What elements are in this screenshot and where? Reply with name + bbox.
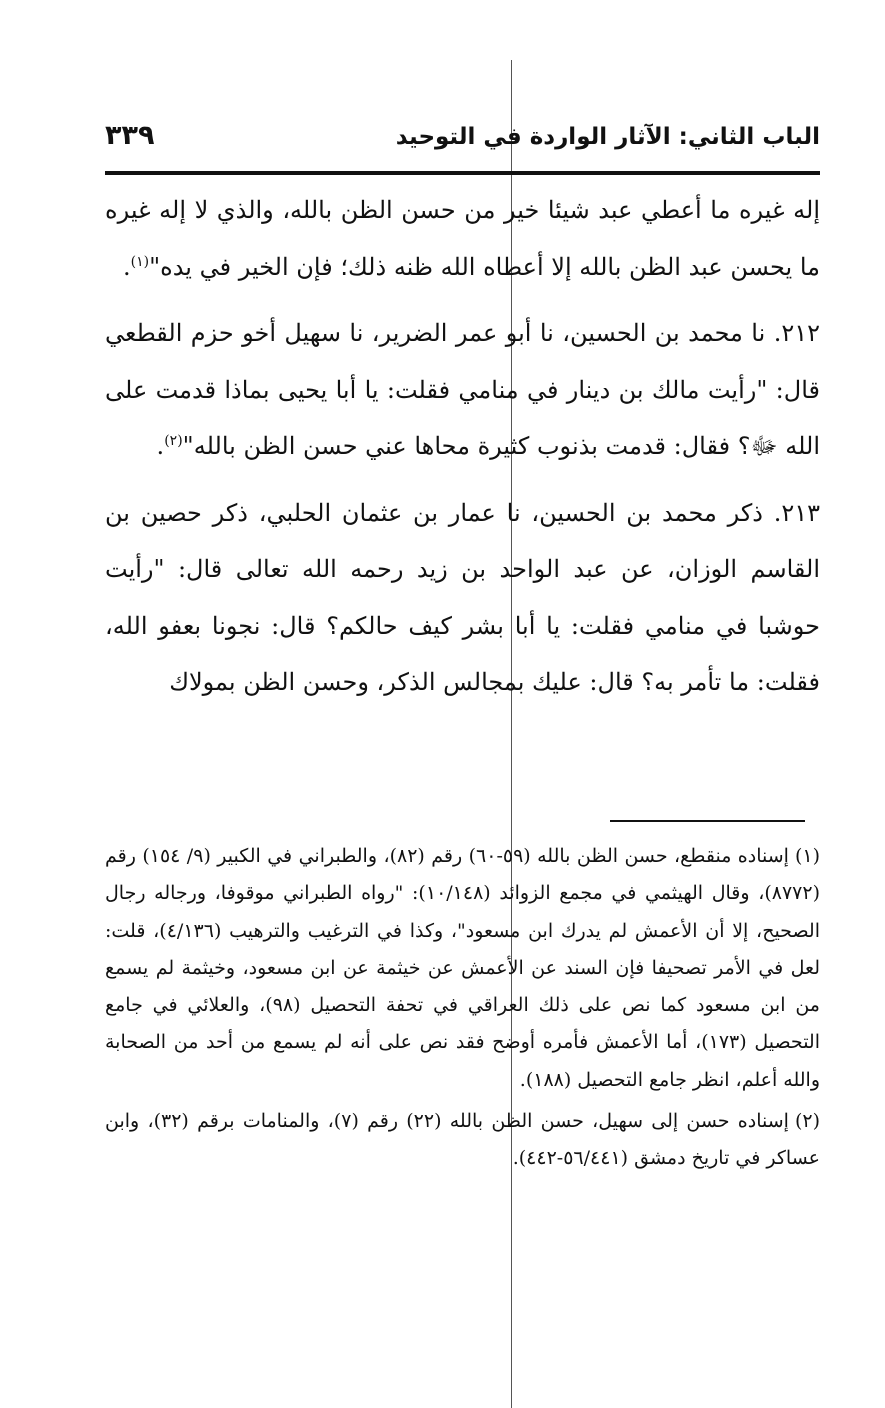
paragraph-212: ٢١٢. نا محمد بن الحسين، نا أبو عمر الضرير، نا سهيل أخو حزم القطعي قال: "رأيت مالك بن دينار في منامي فقلت: يا أبا يحيى بماذا قدمت على الله ﷻ؟ فقال: قدمت بذنوب كثيرة محاها عني حسن الظن بالله"$^{(٢)}$. — [105, 319, 820, 460]
footnote-ref-1: (١) — [130, 253, 150, 270]
paragraph-213 — [105, 485, 820, 711]
main-text — [105, 182, 820, 711]
paragraph-text: إله غيره ما أعطي عبد شيئا خير من حسن الظن بالله، والذي لا إله غيره ما يحسن عبد الظن بالله إلا أعطاه الله ظنه ذلك؛ فإن الخير في يده" — [105, 196, 820, 281]
header-rule — [105, 171, 820, 175]
paragraph-text: ٢١٢. نا محمد بن الحسين، نا أبو عمر الضرير، نا سهيل أخو حزم القطعي قال: "رأيت مالك بن دينار في منامي فقلت: يا أبا يحيى بماذا قدمت على الله ﷻ؟ فقال: قدمت بذنوب كثيرة محاها عني حسن الظن بالله" — [105, 319, 820, 460]
footnote-2 — [105, 1103, 820, 1178]
running-header — [105, 118, 820, 162]
footnote-text: إسناده منقطع، حسن الظن بالله (٥٩-٦٠) رقم (٨٢)، والطبراني في الكبير (٩/ ١٥٤) رقم (٨٧٧٢)، وقال الهيثمي في مجمع الزوائد (١٠/١٤٨): "رواه الطبراني موقوفا، ورجاله رجال الصحيح، إلا أن الأعمش لم يدرك ابن مسعود"، وكذا في الترغيب والترهيب (٤/١٣٦)، قلت: لعل في الأمر تصحيفا فإن السند عن الأعمش عن خيثمة عن ابن مسعود، وخيثمة لم يسمع من ابن مسعود كما نص على ذلك العراقي في تحفة التحصيل (٩٨)، والعلائي في جامع التحصيل (١٧٣)، أما الأعمش فأمره أوضح فقد نص على أنه لم يسمع من أحد من الصحابة والله أعلم، انظر جامع التحصيل (١٨٨). — [105, 845, 820, 1091]
chapter-title: الباب الثاني: الآثار الواردة في التوحيد — [395, 124, 820, 150]
footnote-ref-2: (٢) — [164, 433, 183, 449]
footnote-number: (٢) — [794, 1110, 820, 1133]
paragraph-continued: إله غيره ما أعطي عبد شيئا خير من حسن الظن بالله، والذي لا إله غيره ما يحسن عبد الظن بالله إلا أعطاه الله ظنه ذلك؛ فإن الخير في يده"$^{(١)}$. — [105, 196, 820, 281]
footnote-1 — [105, 838, 820, 1099]
page-number: ٣٣٩ — [105, 120, 155, 151]
footnote-number: (١) — [794, 845, 821, 867]
footnote-text: إسناده حسن إلى سهيل، حسن الظن بالله (٢٢) رقم (٧)، والمنامات برقم (٣٢)، وابن عساكر في تاريخ دمشق (٥٦/٤٤١-٤٤٢). — [105, 1110, 820, 1170]
footnotes — [105, 838, 820, 1178]
footnote-separator — [610, 820, 805, 822]
paragraph-text: ٢١٣. ذكر محمد بن الحسين، نا عمار بن عثمان الحلبي، ذكر حصين بن القاسم الوزان، عن عبد الواحد بن زيد رحمه الله تعالى قال: "رأيت حوشبا في منامي فقلت: يا أبا بشر كيف حالكم؟ قال: نجونا بعفو الله، فقلت: ما تأمر به؟ قال: عليك بمجالس الذكر، وحسن الظن بمولاك — [105, 498, 821, 696]
